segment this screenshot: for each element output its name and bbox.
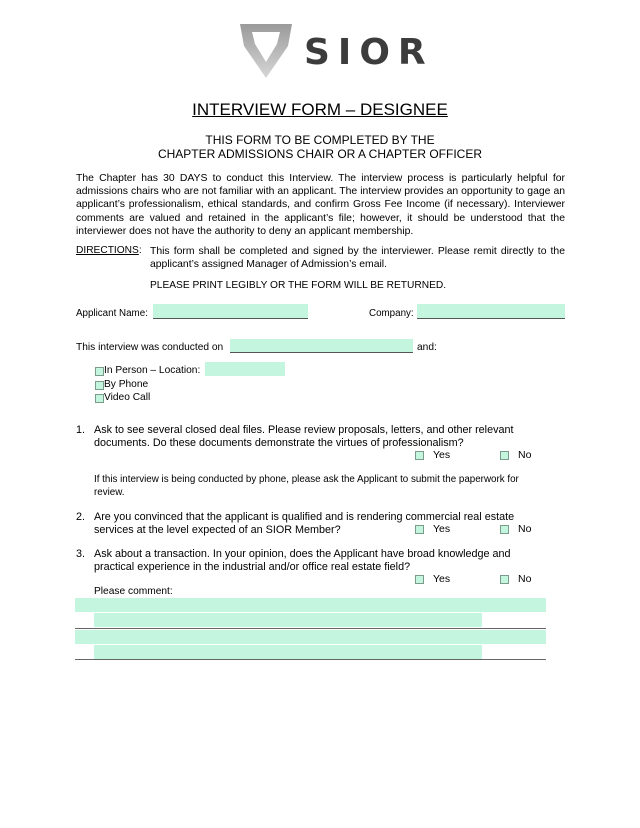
q3-no-label: No [518, 573, 532, 585]
location-field[interactable] [205, 362, 285, 376]
please-comment-label: Please comment: [94, 586, 173, 597]
q3-yes-label: Yes [433, 573, 451, 585]
sior-logo [238, 22, 434, 82]
company-field[interactable] [417, 304, 565, 319]
q1-yes-label: Yes [433, 449, 451, 461]
video-call-checkbox[interactable] [95, 394, 104, 403]
print-notice: PLEASE PRINT LEGIBLY OR THE FORM WILL BE RETURNED. [150, 280, 447, 291]
comment-field-3[interactable] [75, 630, 546, 644]
in-person-checkbox[interactable] [95, 367, 104, 376]
applicant-name-label: Applicant Name: [76, 308, 148, 319]
comment-field-1[interactable] [75, 598, 546, 612]
comment-divider [75, 628, 546, 629]
comment-bottom-line [75, 659, 546, 660]
directions-label [76, 245, 142, 256]
q1-yes-checkbox[interactable] [415, 451, 424, 460]
interview-date-field[interactable] [230, 339, 413, 353]
and-label: and: [417, 342, 437, 353]
question-text: Are you convinced that the applicant is qualified and is rendering commercial real estate services at the level expected of an SIOR Member? [94, 511, 515, 536]
in-person-label: In Person – Location: [104, 365, 201, 376]
logo-text: SIOR [304, 32, 434, 73]
question-number: 1. [76, 424, 86, 436]
q1-no-checkbox[interactable] [500, 451, 509, 460]
subtitle-line-2: CHAPTER ADMISSIONS CHAIR OR A CHAPTER OFFICER [157, 147, 483, 161]
page-title: INTERVIEW FORM – DESIGNEE [192, 100, 448, 119]
q2-yes-checkbox[interactable] [415, 525, 424, 534]
video-call-label: Video Call [104, 392, 151, 403]
comment-field-4[interactable] [94, 645, 482, 659]
directions-label-text: DIRECTIONS [76, 245, 139, 256]
subtitle-line-1: THIS FORM TO BE COMPLETED BY THE [205, 133, 435, 147]
q1-no-label: No [518, 449, 532, 461]
phone-note: If this interview is being conducted by phone, please ask the Applicant to submit the paperwork for review. [94, 474, 519, 498]
q2-no-label: No [518, 523, 532, 535]
company-label: Company: [369, 308, 414, 319]
question-text: Ask about a transaction. In your opinion, does the Applicant have broad knowledge and practical experience in the industrial and/or office real estate field? [94, 548, 511, 573]
directions-text: This form shall be completed and signed by the interviewer. Please remit directly to the applicant’s assigned Manager of Admission’s email. [150, 246, 565, 271]
conducted-on-label: This interview was conducted on [76, 342, 224, 353]
by-phone-label: By Phone [104, 379, 149, 390]
intro-paragraph: The Chapter has 30 DAYS to conduct this Interview. The interview process is particularly helpful for admissions chairs who are not familiar with an applicant. The interview provides an opportunity to gage an applicant’s professionalism, ethical standards, and confirm Gross Fee Income (if necessary). Interviewer comments are valued and retained in the applicant’s file; however, it should be understood that the interviewer does not have the authority to deny an applicant membership. [76, 173, 565, 237]
question-text: Ask to see several closed deal files. Please review proposals, letters, and other relevant documents. Do these documents demonstrate the virtues of professionalism? [94, 424, 514, 449]
q2-yes-label: Yes [433, 523, 451, 535]
by-phone-checkbox[interactable] [95, 381, 104, 390]
q2-no-checkbox[interactable] [500, 525, 509, 534]
sior-shield-icon [238, 22, 294, 80]
question-number: 3. [76, 548, 86, 560]
q3-no-checkbox[interactable] [500, 575, 509, 584]
question-number: 2. [76, 511, 86, 523]
applicant-name-field[interactable] [153, 304, 308, 319]
comment-field-2[interactable] [94, 613, 482, 627]
q3-yes-checkbox[interactable] [415, 575, 424, 584]
directions-colon: : [138, 245, 142, 256]
